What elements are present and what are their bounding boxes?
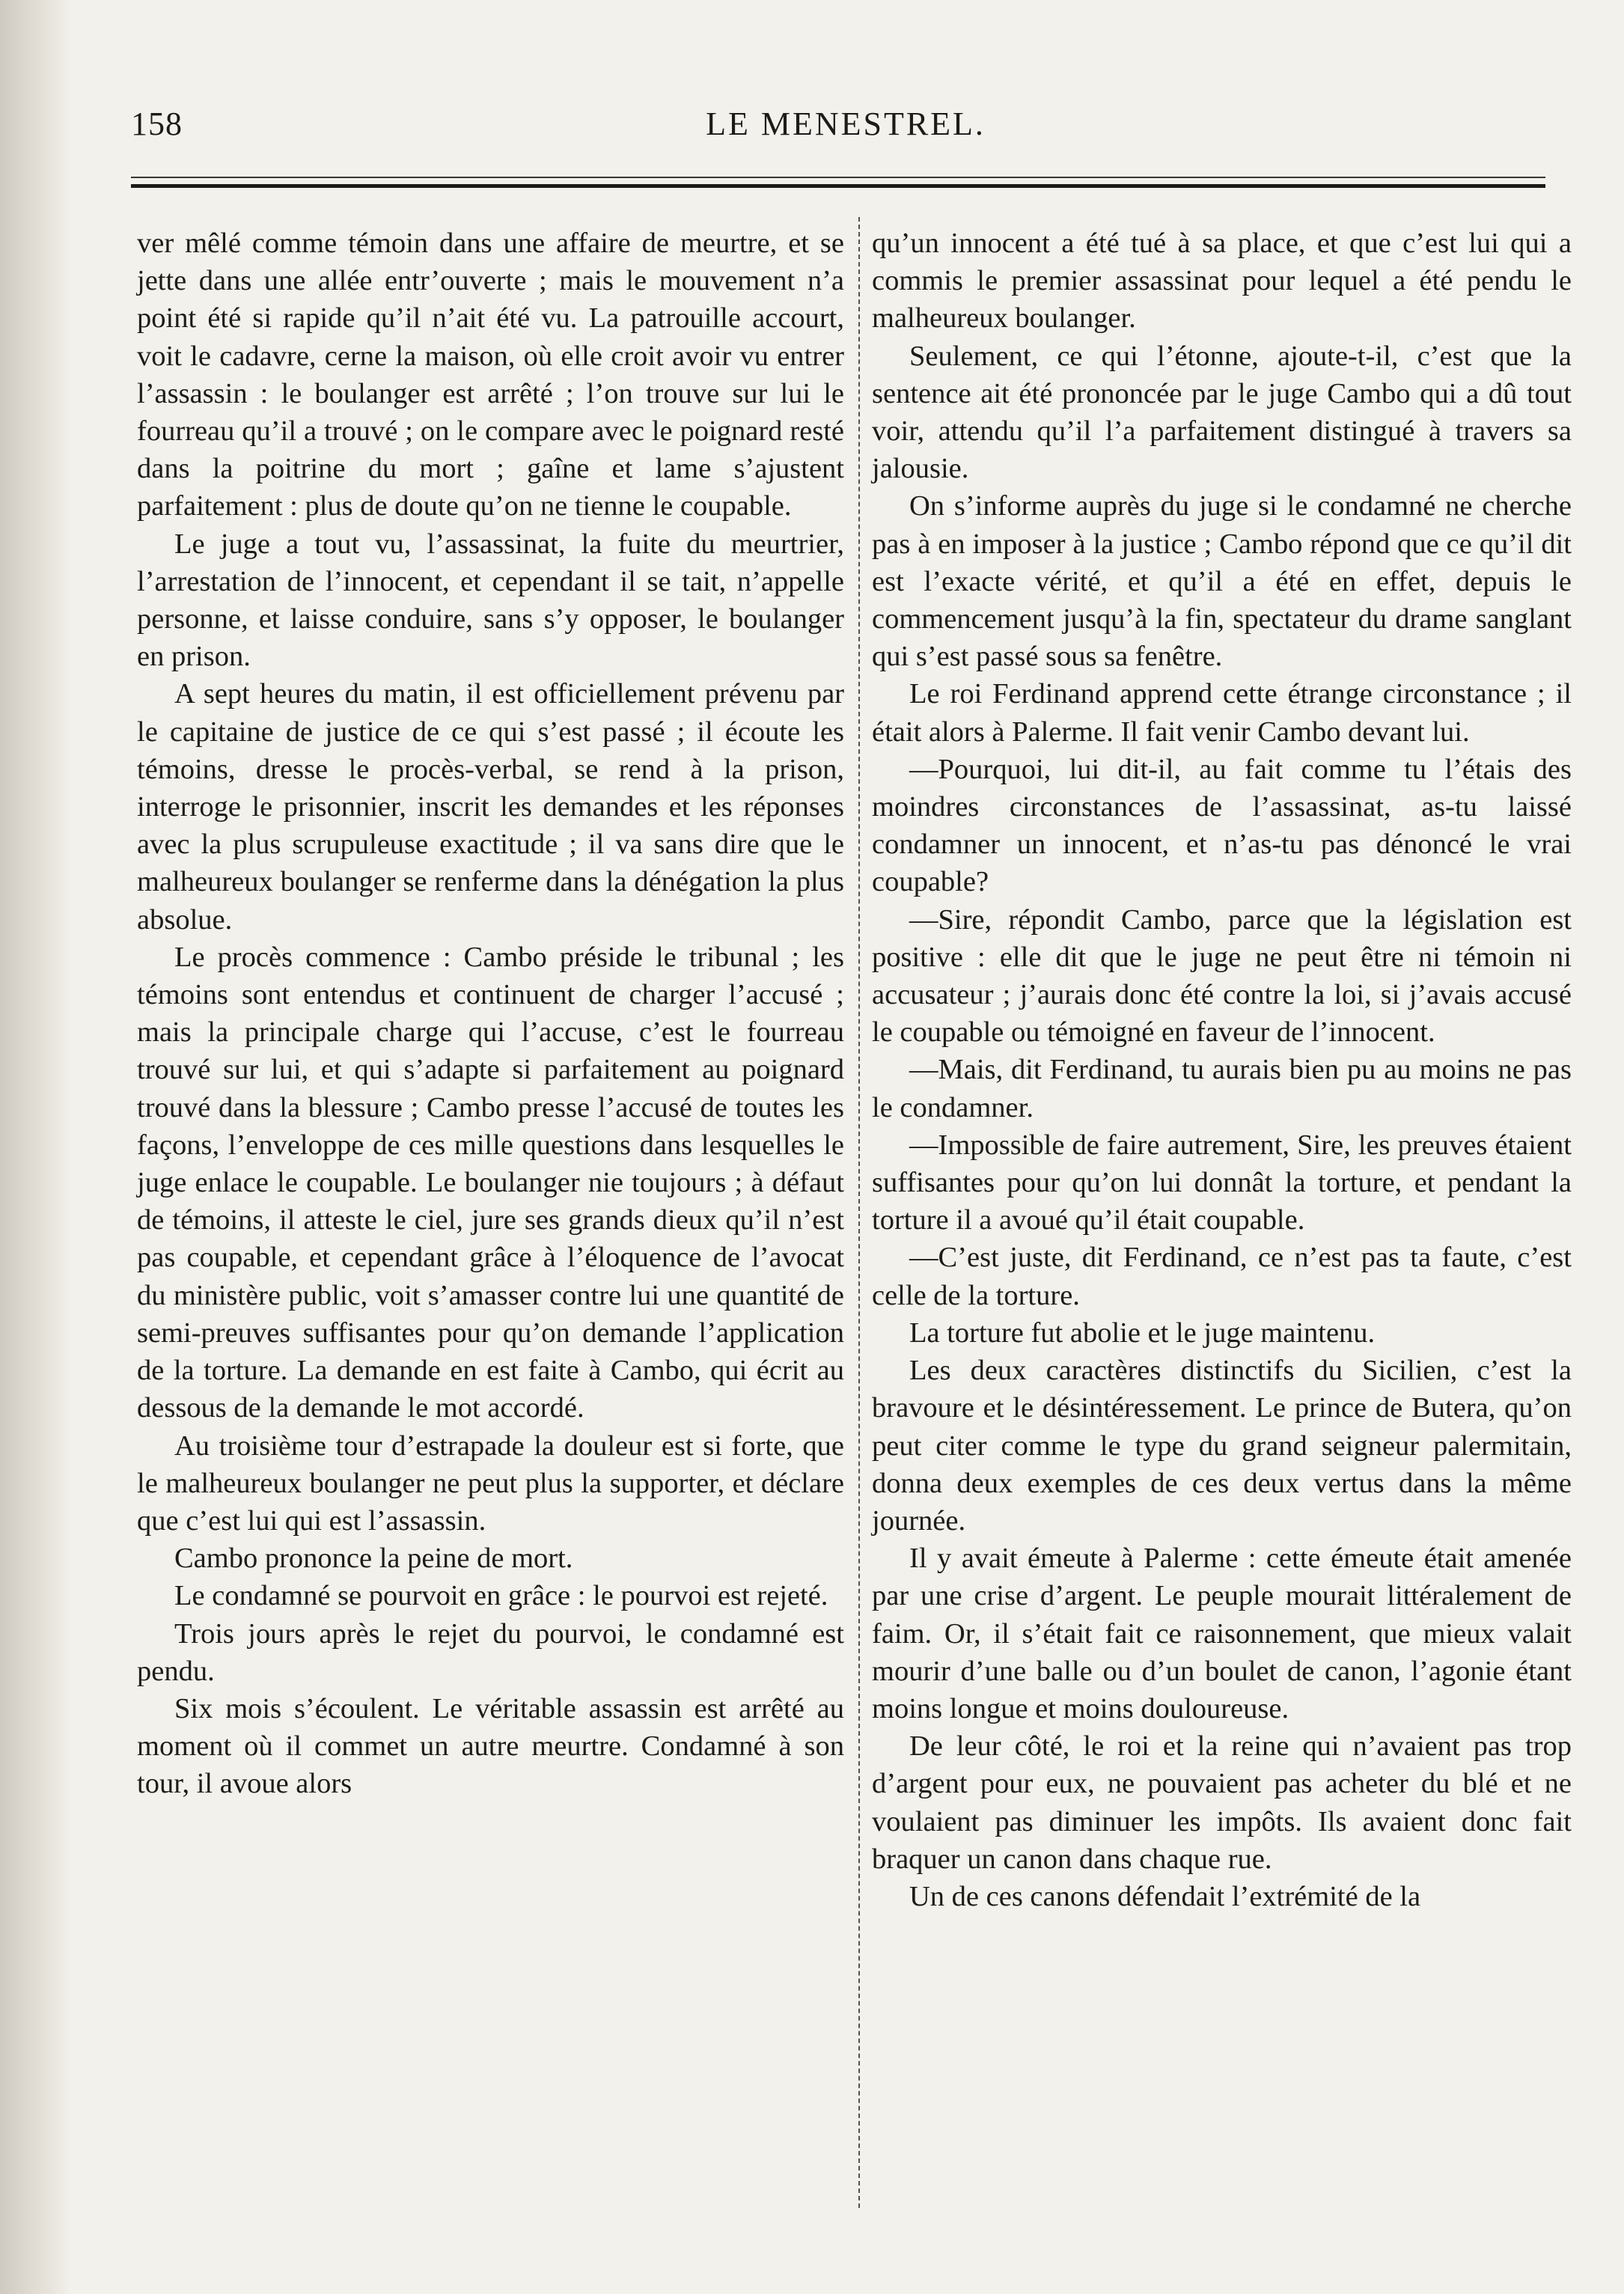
article-paragraph: Seulement, ce qui l’étonne, ajoute-t-il, c’est que la sentence ait été prononcée par le juge Cambo qui a dû tout voir, attendu qu’il l’a parfaitement distingué à travers sa jalousie. [872, 340, 1572, 485]
article-paragraph: Six mois s’écoulent. Le véritable assassin est arrêté au moment où il commet un autre meurtre. Condamné à son tour, il avoue alors [137, 1692, 844, 1800]
article-paragraph: Le roi Ferdinand apprend cette étrange circonstance ; il était alors à Palerme. Il fait venir Cambo devant lui. [872, 678, 1572, 748]
article-paragraph: Un de ces canons défendait l’extrémité de la [909, 1880, 1421, 1912]
article-paragraph: On s’informe auprès du juge si le condamné ne cherche pas à en imposer à la justice ; Cambo répond que ce qu’il dit est l’exacte vérité, et qu’il a été en effet, depuis le commencement jusqu’à la fin, spectateur du drame sanglant qui s’est passé sous sa fenêtre. [872, 490, 1572, 673]
article-paragraph: ver mêlé comme témoin dans une affaire de meurtre, et se jette dans une allée entr’ouverte ; mais le mouvement n’a point été si rapide qu’il n’ait été vu. La patrouille accourt, voit le cadavre, cerne la maison, où elle croit avoir vu entrer l’assassin : le boulanger est arrêté ; l’on trouve sur lui le fourreau qu’il a trouvé ; on le compare avec le poignard resté dans la poitrine du mort ; gaîne et lame s’ajustent parfaitement : plus de doute qu’on ne tienne le coupable. [137, 228, 844, 522]
page-header [131, 105, 1560, 150]
article-paragraph: Cambo prononce la peine de mort. [174, 1543, 573, 1575]
right-column [872, 225, 1572, 1915]
article-paragraph: Le condamné se pourvoit en grâce : le pourvoi est rejeté. [174, 1580, 828, 1612]
page-number: 158 [131, 106, 183, 142]
article-paragraph: —Impossible de faire autrement, Sire, les preuves étaient suffisantes pour qu’on lui donnât la torture, et pendant la torture il a avoué qu’il était coupable. [872, 1129, 1572, 1236]
article-paragraph: La torture fut abolie et le juge maintenu. [909, 1317, 1376, 1349]
article-paragraph: Le procès commence : Cambo préside le tribunal ; les témoins sont entendus et continuent de charger l’accusé ; mais la principale charge qui l’accuse, c’est le fourreau trouvé sur lui, et qui s’adapte si parfaitement au poignard trouvé dans la blessure ; Cambo presse l’accusé de toutes les façons, l’enveloppe de ces mille questions dans lesquelles le juge enlace le coupable. Le boulanger nie toujours ; à défaut de témoins, il atteste le ciel, jure ses grands dieux qu’il n’est pas coupable, et cependant grâce à l’éloquence de l’avocat du ministère public, voit s’amasser contre lui une quantité de semi-preuves suffisantes pour qu’on demande l’application de la torture. La demande en est faite à Cambo, qui écrit au dessous de la demande le mot accordé. [137, 941, 844, 1424]
article-paragraph: Le juge a tout vu, l’assassinat, la fuite du meurtrier, l’arrestation de l’innocent, et cependant il se tait, n’appelle personne, et laisse conduire, sans s’y opposer, le boulanger en prison. [137, 528, 844, 673]
article-paragraph: —Sire, répondit Cambo, parce que la législation est positive : elle dit que le juge ne peut être ni témoin ni accusateur ; j’aurais donc été contre la loi, si j’avais accusé le coupable ou témoigné en faveur de l’innocent. [872, 903, 1572, 1049]
journal-title: LE MENESTREL. [706, 106, 986, 142]
article-paragraph: Les deux caractères distinctifs du Sicilien, c’est la bravoure et le désintéressement. Le prince de Butera, qu’on peut citer comme le type du grand seigneur palermitain, donna deux exemples de ces deux vertus dans la même journée. [872, 1355, 1572, 1537]
page-edge-shadow [0, 0, 71, 2294]
article-paragraph: —C’est juste, dit Ferdinand, ce n’est pas ta faute, c’est celle de la torture. [872, 1242, 1572, 1311]
article-paragraph: De leur côté, le roi et la reine qui n’avaient pas trop d’argent pour eux, ne pouvaient pas acheter du blé et ne voulaient pas diminuer les impôts. Ils avaient donc fait braquer un canon dans chaque rue. [872, 1730, 1572, 1875]
article-paragraph: Il y avait émeute à Palerme : cette émeute était amenée par une crise d’argent. Le peuple mourait littéralement de faim. Or, il s’était fait ce raisonnement, que mieux valait mourir d’une balle ou d’un boulet de canon, l’agonie étant moins longue et moins douloureuse. [872, 1543, 1572, 1724]
article-paragraph: Trois jours après le rejet du pourvoi, le condamné est pendu. [137, 1617, 844, 1687]
article-paragraph: A sept heures du matin, il est officiellement prévenu par le capitaine de justice de ce qui s’est passé ; il écoute les témoins, dresse le procès-verbal, se rend à la prison, interroge le prisonnier, inscrit les demandes et les réponses avec la plus scrupuleuse exactitude ; il va sans dire que le malheureux boulanger se renferme dans la dénégation la plus absolue. [137, 678, 844, 936]
article-paragraph: —Mais, dit Ferdinand, tu aurais bien pu au moins ne pas le condamner. [872, 1054, 1572, 1123]
article-paragraph: Au troisième tour d’estrapade la douleur est si forte, que le malheureux boulanger ne peut plus la supporter, et déclare que c’est lui qui est l’assassin. [137, 1430, 844, 1537]
column-divider [858, 217, 860, 2208]
left-column [137, 225, 844, 1803]
article-paragraph: qu’un innocent a été tué à sa place, et que c’est lui qui a commis le premier assassinat pour lequel a été pendu le malheureux boulanger. [872, 228, 1572, 335]
article-paragraph: —Pourquoi, lui dit-il, au fait comme tu l’étais des moindres circonstances de l’assassinat, as-tu laissé condamner un innocent, et n’as-tu pas dénoncé le vrai coupable? [872, 753, 1572, 898]
header-rule [131, 177, 1545, 188]
